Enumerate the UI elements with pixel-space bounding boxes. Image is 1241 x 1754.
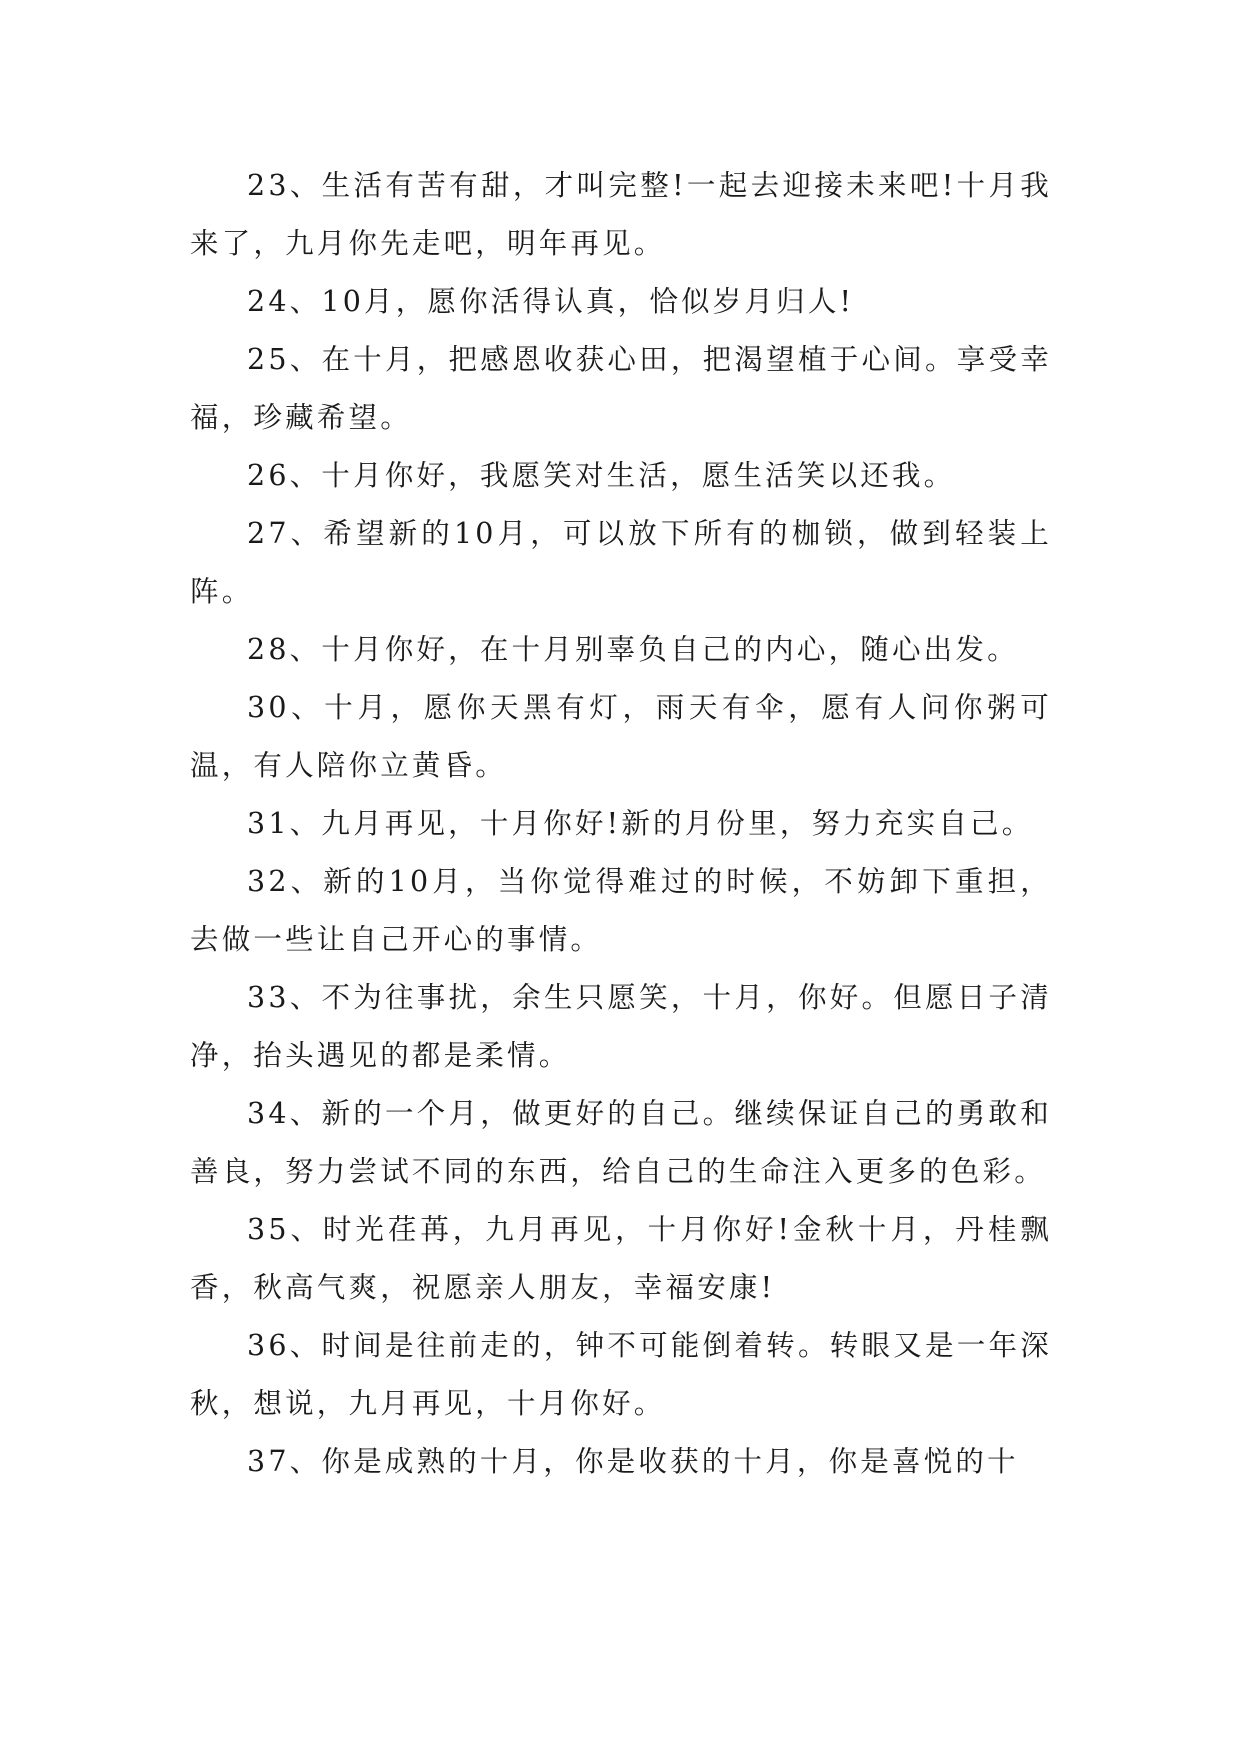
paragraph-35: 35、时光荏苒，九月再见，十月你好!金秋十月，丹桂飘香，秋高气爽，祝愿亲人朋友，幸福安康! <box>190 1213 1052 1304</box>
paragraph-32: 32、新的10月，当你觉得难过的时候，不妨卸下重担，去做一些让自己开心的事情。 <box>190 865 1052 956</box>
paragraph-24: 24、10月，愿你活得认真，恰似岁月归人! <box>247 285 855 318</box>
paragraph-30: 30、十月，愿你天黑有灯，雨天有伞，愿有人问你粥可温，有人陪你立黄昏。 <box>190 691 1052 782</box>
paragraph-33: 33、不为往事扰，余生只愿笑，十月，你好。但愿日子清净，抬头遇见的都是柔情。 <box>190 981 1052 1072</box>
document-body <box>190 157 1052 1491</box>
paragraph-28: 28、十月你好，在十月别辜负自己的内心，随心出发。 <box>247 633 1019 666</box>
paragraph-25: 25、在十月，把感恩收获心田，把渴望植于心间。享受幸福，珍藏希望。 <box>190 343 1052 434</box>
paragraph-36: 36、时间是往前走的，钟不可能倒着转。转眼又是一年深秋，想说，九月再见，十月你好。 <box>190 1329 1052 1420</box>
paragraph-37: 37、你是成熟的十月，你是收获的十月，你是喜悦的十 <box>247 1445 1019 1478</box>
paragraph-27: 27、希望新的10月，可以放下所有的枷锁，做到轻装上阵。 <box>190 517 1052 608</box>
paragraph-26: 26、十月你好，我愿笑对生活，愿生活笑以还我。 <box>247 459 956 492</box>
paragraph-34: 34、新的一个月，做更好的自己。继续保证自己的勇敢和善良，努力尝试不同的东西，给自己的生命注入更多的色彩。 <box>190 1097 1052 1188</box>
paragraph-31: 31、九月再见，十月你好!新的月份里，努力充实自己。 <box>247 807 1034 840</box>
paragraph-23: 23、生活有苦有甜，才叫完整!一起去迎接未来吧!十月我来了，九月你先走吧，明年再见。 <box>190 169 1052 260</box>
